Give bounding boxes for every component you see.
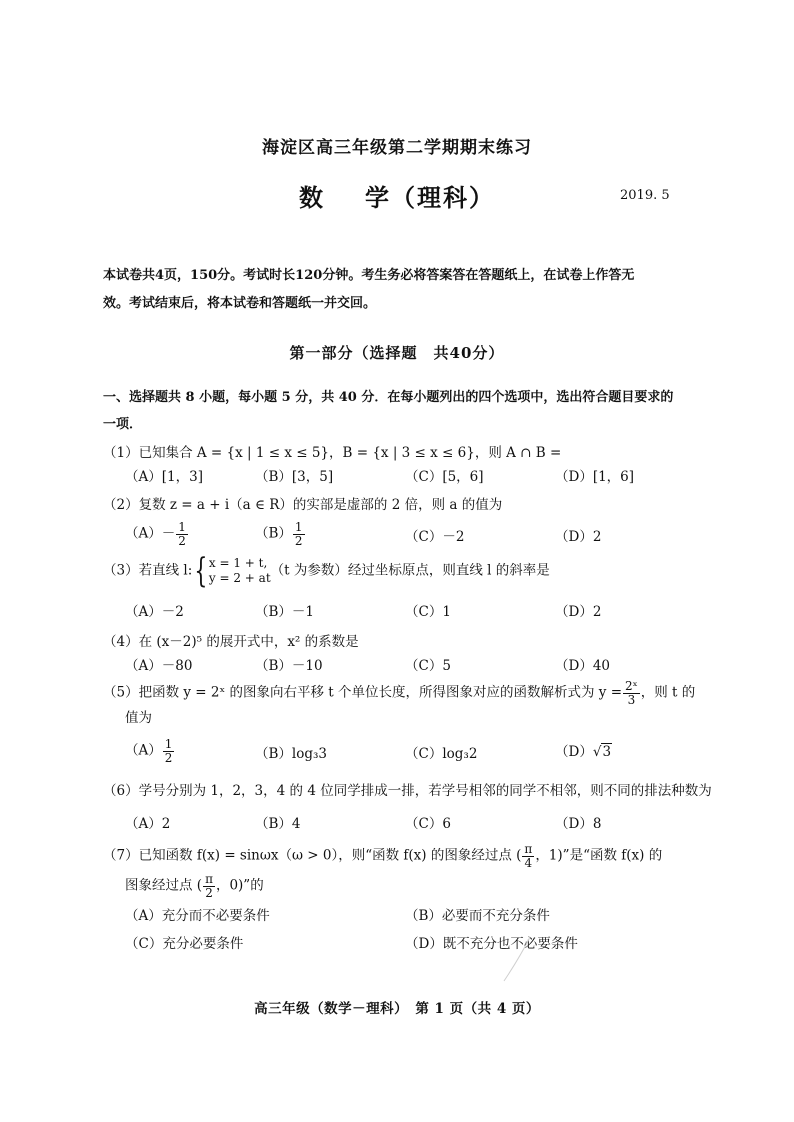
stem-suffix: （t 为参数）经过坐标原点，则直线 l 的斜率是 (270, 562, 550, 579)
fraction-denominator: 3 (627, 692, 636, 707)
question-5-option-d (555, 740, 612, 760)
option-label: （A） (125, 742, 162, 759)
question-3-option-a: （A）－2 (125, 604, 184, 620)
question-1-option-b: （B）[3，5] (255, 469, 334, 485)
fraction-numerator: π (524, 842, 533, 856)
stem-prefix: （7）已知函数 f(x) = sinωx（ω > 0），则“函数 f(x) 的图象经过点 ( (103, 847, 522, 864)
question-6-option-b: （B）4 (255, 816, 301, 832)
question-2-option-c: （C）－2 (405, 529, 465, 545)
question-5-option-c: （C）log₃2 (405, 746, 478, 762)
stem-line2-suffix: ，0)”的 (215, 877, 264, 894)
question-4-option-b: （B）－10 (255, 658, 323, 674)
subject-heading (0, 178, 794, 213)
fraction (623, 680, 640, 706)
question-4-stem: （4）在 (x－2)⁵ 的展开式中，x² 的系数是 (103, 634, 359, 650)
fraction-denominator: 2 (164, 750, 173, 765)
section-intro-line-2: 一项． (103, 417, 143, 432)
question-5-stem-line-2: 值为 (125, 710, 152, 726)
question-4-option-d: （D）40 (555, 658, 611, 674)
fraction-numerator: π (205, 872, 213, 886)
fraction (203, 873, 215, 899)
fraction (176, 521, 188, 547)
subject-rest: 学（理科） (365, 183, 495, 212)
question-1-option-c: （C）[5，6] (405, 469, 484, 485)
question-7-option-d: （D）既不充分也不必要条件 (405, 936, 578, 952)
stem-prefix: （5）把函数 y = 2ˣ 的图象向右平移 t 个单位长度，所得图象对应的函数解析式为 y = (103, 684, 623, 701)
exam-title: 海淀区高三年级第二学期期末练习 (262, 138, 532, 158)
question-6-stem: （6）学号分别为 1，2，3，4 的 4 位同学排成一排，若学号相邻的同学不相邻，则不同的排法种数为 (103, 783, 712, 799)
stem-middle: ，1)”是“函数 f(x) 的 (535, 847, 663, 864)
question-5-option-b: （B）log₃3 (255, 746, 328, 762)
question-6-option-d: （D）8 (555, 816, 602, 832)
fraction-denominator: 2 (294, 533, 303, 548)
question-5-option-a (125, 738, 175, 764)
fraction-denominator: 4 (524, 855, 533, 870)
question-7-option-c: （C）充分必要条件 (125, 936, 244, 952)
radicand: 3 (602, 744, 612, 760)
question-6-option-a: （A）2 (125, 816, 171, 832)
parametric-system (209, 556, 271, 586)
question-2-stem: （2）复数 z = a + i（a ∈ R）的实部是虚部的 2 倍，则 a 的值为 (103, 497, 503, 513)
question-3-stem (103, 551, 550, 591)
question-5-stem (103, 680, 695, 706)
question-7-stem-line-2 (125, 873, 264, 899)
question-2-option-d: （D）2 (555, 529, 602, 545)
question-7-stem (103, 843, 662, 869)
option-label: （B） (255, 525, 292, 542)
question-3-option-d: （D）2 (555, 604, 602, 620)
option-label: （A）－ (125, 525, 176, 542)
fraction (293, 521, 305, 547)
stem-suffix: ，则 t 的 (640, 684, 696, 701)
fraction-denominator: 2 (178, 533, 186, 548)
question-7-option-b: （B）必要而不充分条件 (405, 908, 550, 924)
fraction-numerator: 1 (178, 520, 186, 534)
pencil-mark (500, 935, 540, 985)
fraction-numerator: 2ˣ (625, 679, 638, 693)
stem-line2-prefix: 图象经过点 ( (125, 877, 203, 894)
section-intro-line-1: 一、选择题共 8 小题，每小题 5 分，共 40 分．在每小题列出的四个选项中，选出符合题目要求的 (103, 390, 674, 405)
question-2-option-b (255, 521, 306, 547)
question-1-option-d: （D）[1，6] (555, 469, 635, 485)
question-4-option-a: （A）－80 (125, 658, 193, 674)
exam-date: 2019. 5 (620, 188, 670, 203)
question-6-option-c: （C）6 (405, 816, 451, 832)
question-4-option-c: （C）5 (405, 658, 451, 674)
page-footer: 高三年级（数学－理科） 第 1 页（共 4 页） (254, 1001, 540, 1017)
fraction-numerator: 1 (294, 520, 303, 534)
question-7-option-a: （A）充分而不必要条件 (125, 908, 270, 924)
question-3-option-b: （B）－1 (255, 604, 315, 620)
question-2-option-a (125, 521, 189, 547)
part1-heading: 第一部分（选择题 共40分） (289, 344, 505, 362)
question-3-option-c: （C）1 (405, 604, 451, 620)
fraction-numerator: 1 (164, 737, 173, 751)
instructions-line-2: 效。考试结束后，将本试卷和答题纸一并交回。 (103, 296, 377, 311)
instructions-line-1: 本试卷共4页，150分。考试时长120分钟。考生务必将答案答在答题纸上，在试卷上作答无 (103, 268, 635, 283)
subject-char-1: 数 (299, 183, 325, 212)
square-root: √3 (592, 744, 612, 760)
stem-prefix: （3）若直线 l: (103, 562, 193, 579)
fraction-denominator: 2 (205, 885, 213, 900)
question-1-option-a: （A）[1，3] (125, 469, 203, 485)
left-brace: { (194, 551, 208, 591)
option-label: （D） (555, 744, 593, 760)
system-line-2: y = 2 + at (208, 571, 271, 585)
question-1-stem: （1）已知集合 A = {x | 1 ≤ x ≤ 5}，B = {x | 3 ≤ x ≤ 6}，则 A ∩ B = (103, 445, 562, 461)
fraction (163, 738, 175, 764)
fraction (522, 843, 534, 869)
system-line-1: x = 1 + t, (208, 556, 268, 570)
